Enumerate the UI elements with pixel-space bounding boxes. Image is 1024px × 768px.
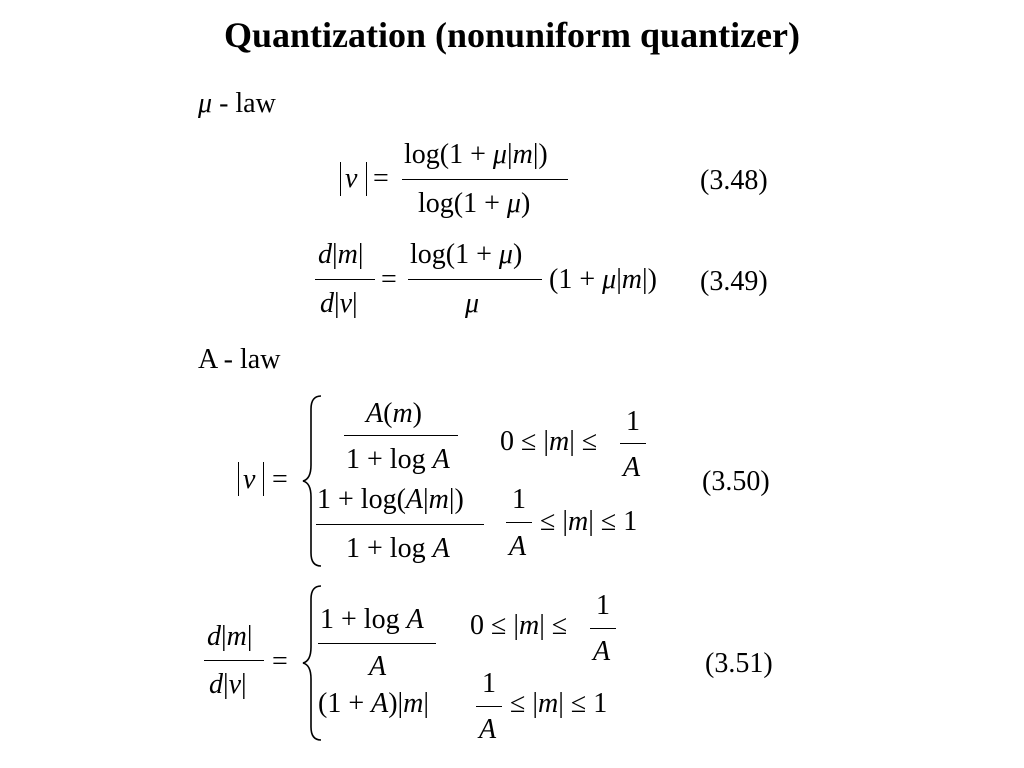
equals-sign: = xyxy=(381,264,397,295)
eq349-rhs-numerator: log(1 + μ) xyxy=(410,239,523,270)
fraction-a: A xyxy=(479,714,497,745)
slide-title: Quantization (nonuniform quantizer) xyxy=(223,15,801,55)
mu-law-label: - law xyxy=(212,88,276,119)
equation-number: (3.49) xyxy=(700,266,768,297)
fraction-one: 1 xyxy=(512,484,526,515)
equation-number: (3.48) xyxy=(700,165,768,196)
eq351-case1-condition: 0 ≤ |m| ≤ xyxy=(470,610,568,641)
eq351-case2-expression: (1 + A)|m| xyxy=(318,688,430,719)
a-law-heading: A - law xyxy=(198,344,281,375)
eq349-rhs-denominator: μ xyxy=(465,288,480,319)
eq349-factor: (1 + μ|m|) xyxy=(549,264,657,295)
fraction-a: A xyxy=(593,636,611,667)
fraction-one: 1 xyxy=(626,406,640,437)
fraction-bar xyxy=(318,643,436,644)
eq350-case2-condition: ≤ |m| ≤ 1 xyxy=(540,506,638,537)
eq350-case1-denominator: 1 + log A xyxy=(346,444,450,475)
equals-sign: = xyxy=(272,646,288,677)
fraction-bar xyxy=(315,279,375,280)
fraction-bar xyxy=(408,279,542,280)
abs-bar xyxy=(340,162,341,196)
eq349-lhs-denominator: d|ν| xyxy=(320,288,358,319)
abs-bar xyxy=(238,462,239,496)
equals-sign: = xyxy=(272,464,288,495)
eq350-case2-denominator: 1 + log A xyxy=(346,533,450,564)
fraction-bar xyxy=(344,435,458,436)
eq350-case1-numerator: A(m) xyxy=(366,398,422,429)
abs-bar xyxy=(263,462,264,496)
eq350-lhs: ν xyxy=(243,464,256,495)
eq351-lhs-numerator: d|m| xyxy=(207,621,253,652)
eq351-case1-denominator: A xyxy=(369,651,387,682)
equals-sign: = xyxy=(373,163,389,194)
eq348-lhs: ν xyxy=(345,163,358,194)
fraction-bar xyxy=(590,628,616,629)
mu-symbol: μ xyxy=(198,88,213,119)
equation-number: (3.51) xyxy=(705,648,773,679)
eq351-lhs-denominator: d|ν| xyxy=(209,669,247,700)
eq350-case2-numerator: 1 + log(A|m|) xyxy=(317,484,464,515)
equation-number: (3.50) xyxy=(702,466,770,497)
eq348-denominator: log(1 + μ) xyxy=(418,188,531,219)
eq351-case2-condition: ≤ |m| ≤ 1 xyxy=(510,688,608,719)
fraction-one: 1 xyxy=(596,590,610,621)
eq350-case1-condition: 0 ≤ |m| ≤ xyxy=(500,426,598,457)
fraction-bar xyxy=(506,522,532,523)
fraction-bar xyxy=(402,179,568,180)
fraction-one: 1 xyxy=(482,668,496,699)
fraction-bar xyxy=(316,524,484,525)
fraction-a: A xyxy=(623,452,641,483)
eq349-lhs-numerator: d|m| xyxy=(318,239,364,270)
mu-law-heading xyxy=(198,88,276,120)
fraction-bar xyxy=(204,660,264,661)
fraction-bar xyxy=(620,443,646,444)
fraction-bar xyxy=(476,706,502,707)
eq351-case1-numerator: 1 + log A xyxy=(320,604,424,635)
abs-bar xyxy=(366,162,367,196)
eq348-numerator: log(1 + μ|m|) xyxy=(404,139,548,170)
fraction-a: A xyxy=(509,531,527,562)
left-brace xyxy=(302,395,324,567)
